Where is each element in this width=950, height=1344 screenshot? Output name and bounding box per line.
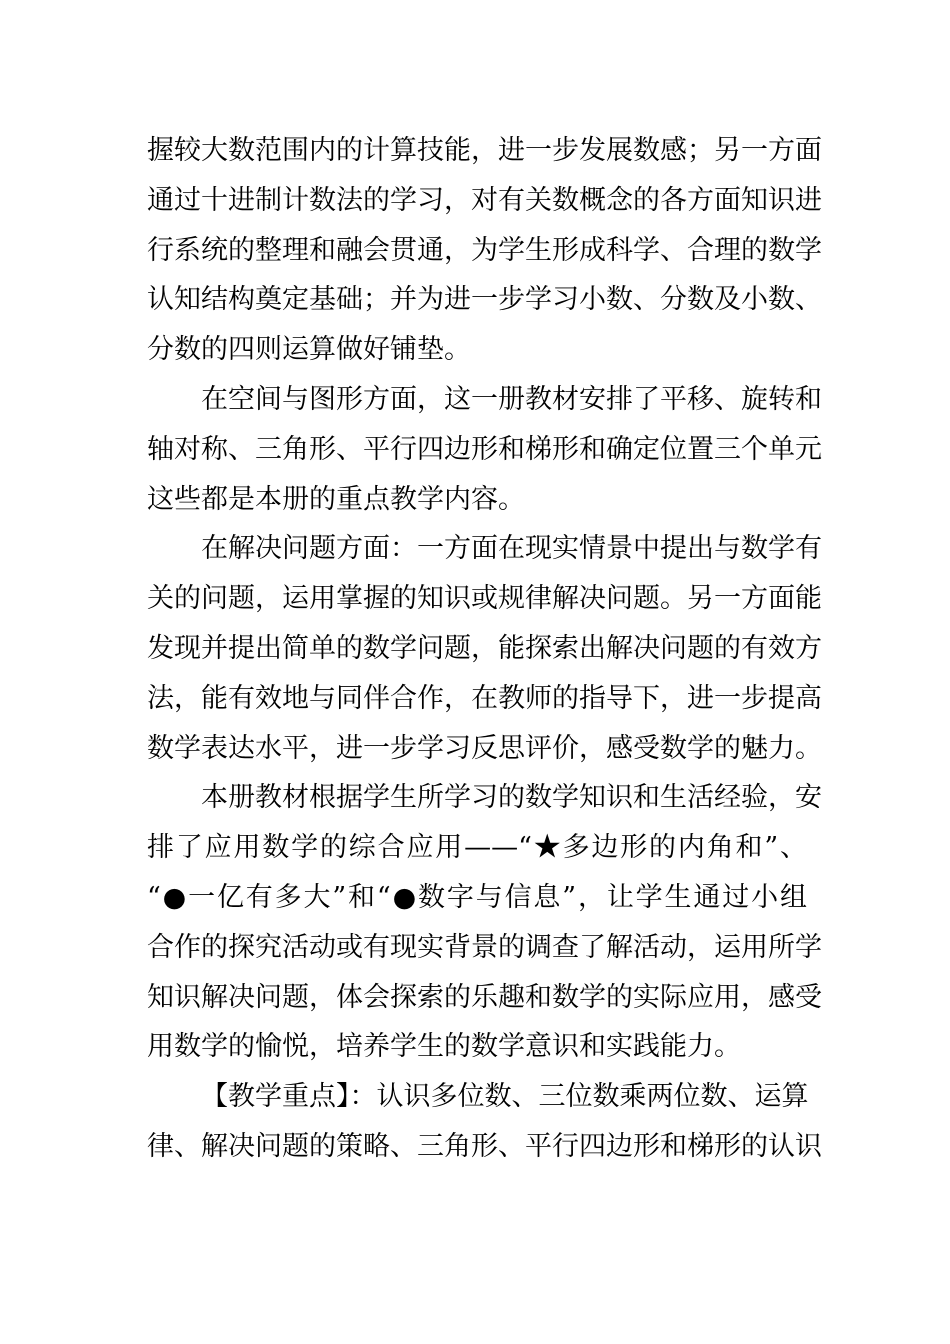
text-line: 行系统的整理和融会贯通，为学生形成科学、合理的数学 [147, 234, 822, 266]
text-line: 通过十进制计数法的学习，对有关数概念的各方面知识进 [147, 184, 822, 216]
text-line: 用数学的愉悦，培养学生的数学意识和实践能力。 [147, 1031, 741, 1063]
text-line: 知识解决问题，体会探索的乐趣和数学的实际应用，感受 [147, 981, 822, 1013]
text-line: 在空间与图形方面，这一册教材安排了平移、旋转和 [201, 383, 822, 415]
text-line: 本册教材根据学生所学习的数学知识和生活经验，安 [201, 782, 822, 814]
paragraph [147, 1072, 822, 1172]
text-line: 【教学重点】：认识多位数、三位数乘两位数、运算 [201, 1081, 809, 1113]
text-line: 数学表达水平，进一步学习反思评价，感受数学的魅力。 [147, 732, 822, 764]
paragraph [147, 773, 822, 1072]
text-line: “●一亿有多大”和“●数字与信息”，让学生通过小组 [147, 881, 807, 913]
text-line: 排了应用数学的综合应用——“★多边形的内角和”、 [147, 832, 807, 864]
paragraph [147, 126, 822, 375]
text-line: 分数的四则运算做好铺垫。 [147, 334, 471, 366]
text-line: 轴对称、三角形、平行四边形和梯形和确定位置三个单元 [147, 433, 822, 465]
text-line: 在解决问题方面：一方面在现实情景中提出与数学有 [201, 533, 822, 565]
document-body [147, 126, 822, 1172]
text-line: 握较大数范围内的计算技能，进一步发展数感；另一方面 [147, 135, 822, 166]
text-line: 法，能有效地与同伴合作，在教师的指导下，进一步提高 [147, 682, 822, 714]
text-line: 律、解决问题的策略、三角形、平行四边形和梯形的认识 [147, 1130, 822, 1162]
paragraph [147, 524, 822, 773]
paragraph [147, 375, 822, 524]
text-line: 合作的探究活动或有现实背景的调查了解活动，运用所学 [147, 931, 822, 963]
text-line: 这些都是本册的重点教学内容。 [147, 483, 525, 515]
text-line: 认知结构奠定基础；并为进一步学习小数、分数及小数、 [147, 284, 822, 316]
text-line: 关的问题，运用掌握的知识或规律解决问题。另一方面能 [147, 583, 822, 615]
text-line: 发现并提出简单的数学问题，能探索出解决问题的有效方 [147, 632, 822, 664]
